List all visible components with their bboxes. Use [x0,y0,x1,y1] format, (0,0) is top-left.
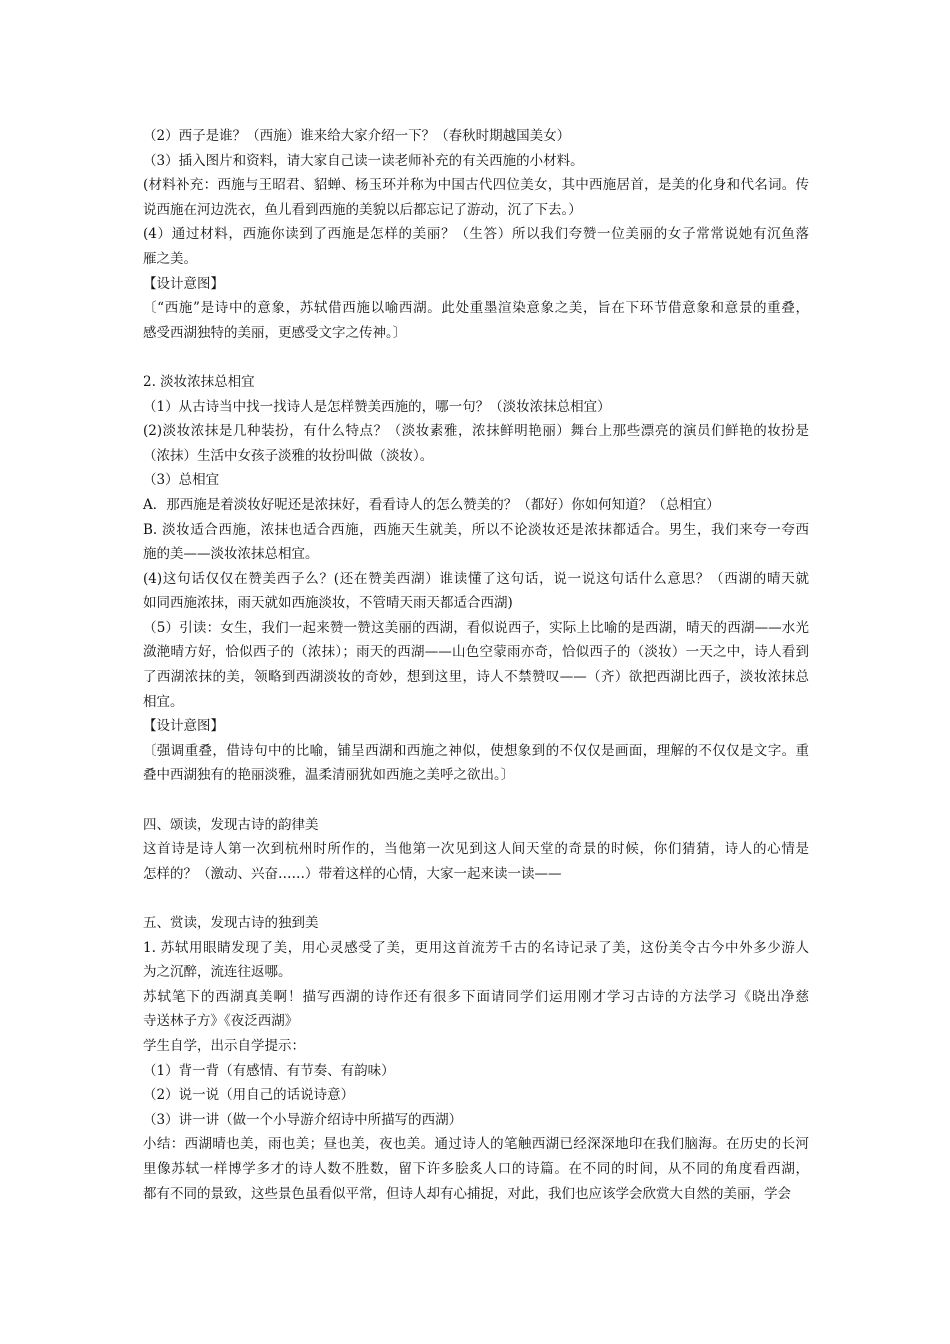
paragraph [143,739,809,788]
text-line: 相宜。 [143,693,184,710]
text-line: 说西施在河边洗衣，鱼儿看到西施的美貌以后都忘记了游动，沉了下去。） [143,201,582,218]
paragraph [143,567,809,616]
text-line: （浓抹）生活中女孩子淡雅的妆扮叫做（淡妆）。 [143,447,434,464]
text-line: （1）从古诗当中找一找诗人是怎样赞美西施的，哪一句？（淡妆浓抹总相宜） [143,398,611,415]
paragraph [143,518,809,567]
paragraph [143,395,809,420]
text-line: 四、颂读，发现古诗的韵律美 [143,816,319,833]
text-line: 了西湖浓抹的美，领略到西湖淡妆的奇妙，想到这里，诗人不禁赞叹——（齐）欲把西湖比西子，淡妆浓抹总 [143,669,809,686]
paragraph-gap [143,345,809,370]
text-line: 小结：西湖晴也美，雨也美；昼也美，夜也美。通过诗人的笔触西湖已经深深地印在我们脑海。在历史的长河 [143,1136,809,1153]
text-line: 都有不同的景致，这些景色虽看似平常，但诗人却有心捕捉，对此，我们也应该学会欣赏大自然的美丽，学会 [143,1185,791,1202]
text-line: 苏轼笔下的西湖真美啊！描写西湖的诗作还有很多下面请同学们运用刚才学习古诗的方法学习《晓出净慈 [143,988,809,1005]
text-line: 如同西施浓抹，雨天就如西施淡妆，不管晴天雨天都适合西湖) [143,595,513,612]
text-line: 施的美——淡妆浓抹总相宜。 [143,546,319,563]
text-line: 里像苏轼一样博学多才的诗人数不胜数，留下许多脍炙人口的诗篇。在不同的时间，从不同的角度看西湖， [143,1160,809,1177]
text-line: 寺送林子方》《夜泛西湖》 [143,1013,299,1030]
text-line: 〔强调重叠，借诗句中的比喻，铺呈西湖和西施之神似，使想象到的不仅仅是画面，理解的不仅仅是文字。重 [143,742,809,759]
text-line: 叠中西湖独有的艳丽淡雅，温柔清丽犹如西施之美呼之欲出。〕 [143,767,515,784]
paragraph [143,837,809,886]
paragraph [143,1059,809,1084]
text-line: 【设计意图】 [143,275,224,292]
document-body [143,124,809,1206]
paragraph [143,1083,809,1108]
text-line: 为之沉醉，流连往返哪。 [143,964,292,981]
paragraph [143,173,809,222]
paragraph [143,222,809,271]
text-line: （5）引读：女生，我们一起来赞一赞这美丽的西湖，看似说西子，实际上比喻的是西湖，晴天的西湖——水光 [143,619,809,636]
paragraph [143,911,809,936]
text-line: （3）总相宜 [143,472,220,489]
paragraph [143,1108,809,1133]
paragraph-gap [143,788,809,813]
text-line: （2）说一说（用自己的话说诗意） [143,1087,355,1104]
paragraph [143,296,809,345]
paragraph [143,1034,809,1059]
text-line: 潋滟晴方好，恰似西子的（浓抹）；雨天的西湖——山色空蒙雨亦奇，恰似西子的（淡妆）一天之中，诗人看到 [143,644,809,661]
text-line: (2)淡妆浓抹是几种装扮，有什么特点？（淡妆素雅，浓抹鲜明艳丽）舞台上那些漂亮的演员们鲜艳的妆扮是 [143,423,809,440]
text-line: A．那西施是着淡妆好呢还是浓抹好，看看诗人的怎么赞美的？（都好）你如何知道？（总相宜） [143,496,720,513]
text-line: （2）西子是谁？（西施）谁来给大家介绍一下？（春秋时期越国美女） [143,128,571,144]
text-line: 1. 苏轼用眼睛发现了美，用心灵感受了美，更用这首流芳千古的名诗记录了美，这份美令古今中外多少游人 [143,939,809,956]
text-line: 五、赏读，发现古诗的独到美 [143,915,319,931]
text-line: B. 淡妆适合西施，浓抹也适合西施，西施天生就美，所以不论淡妆还是浓抹都适合。男生，我们来夸一夸西 [143,521,809,538]
text-line: (4)这句话仅仅在赞美西子么？(还在赞美西湖）谁读懂了这句话，说一说这句话什么意思？（西湖的晴天就 [143,570,809,587]
paragraph [143,149,809,174]
paragraph [143,936,809,985]
paragraph-gap [143,886,809,911]
text-line: 这首诗是诗人第一次到杭州时所作的，当他第一次见到这人间天堂的奇景的时候，你们猜猜，诗人的心情是 [143,841,809,858]
text-line: （3）插入图片和资料，请大家自己读一读老师补充的有关西施的小材料。 [143,152,584,169]
text-line: (材料补充：西施与王昭君、貂蝉、杨玉环并称为中国古代四位美女，其中西施居首，是美的化身和代名词。传 [143,177,809,194]
paragraph [143,124,809,149]
paragraph [143,370,809,395]
text-line: 〔“西施”是诗中的意象，苏轼借西施以喻西湖。此处重墨渲染意象之美，旨在下环节借意象和意景的重叠， [143,300,809,317]
text-line: 雁之美。 [143,250,197,267]
paragraph [143,468,809,493]
paragraph [143,813,809,838]
text-line: 学生自学，出示自学提示： [143,1037,305,1054]
paragraph [143,419,809,468]
paragraph [143,985,809,1034]
text-line: 2. 淡妆浓抹总相宜 [143,373,255,390]
paragraph [143,714,809,739]
text-line: 【设计意图】 [143,718,224,735]
paragraph [143,616,809,714]
text-line: （1）背一背（有感情、有节奏、有韵味） [143,1062,395,1079]
paragraph [143,493,809,518]
text-line: (4）通过材料，西施你读到了西施是怎样的美丽？（生答）所以我们夸赞一位美丽的女子常常说她有沉鱼落 [143,226,809,243]
text-line: （3）讲一讲（做一个小导游介绍诗中所描写的西湖） [143,1111,463,1128]
paragraph [143,1132,809,1206]
paragraph [143,272,809,297]
text-line: 感受西湖独特的美丽，更感受文字之传神。〕 [143,324,407,341]
text-line: 怎样的？（激动、兴奋……）带着这样的心情，大家一起来读一读—— [143,865,562,882]
